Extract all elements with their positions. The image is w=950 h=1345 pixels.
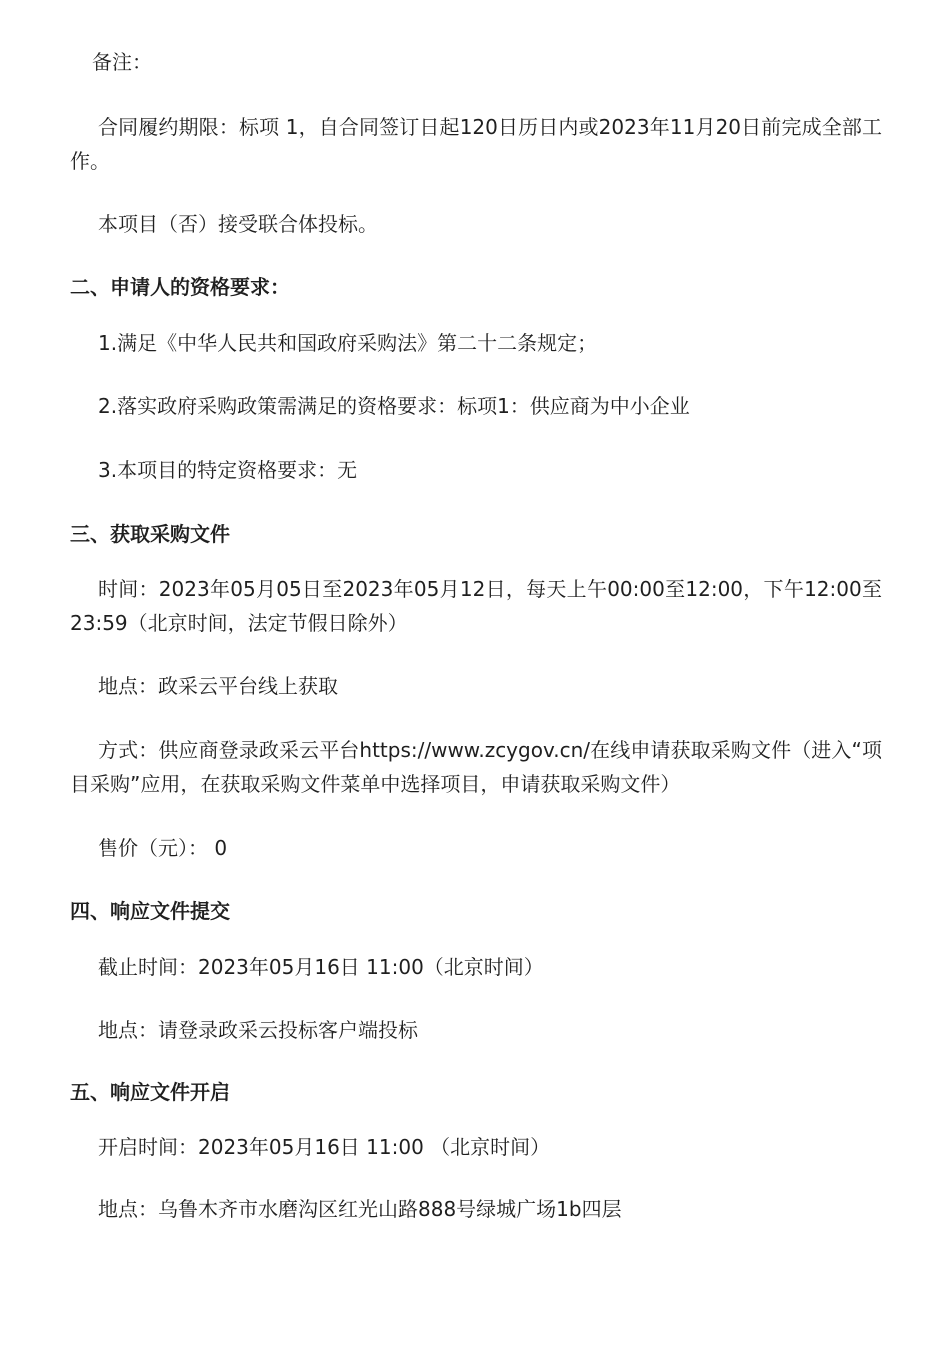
section-2-heading: 二、申请人的资格要求： (70, 275, 290, 299)
opening-time-text: 开启时间：2023年05月16日 11:00 （北京时间） (98, 1135, 551, 1159)
section-5-heading: 五、响应文件开启 (70, 1080, 230, 1104)
submission-location-text: 地点：请登录政采云投标客户端投标 (98, 1018, 418, 1042)
contract-period-text: 合同履约期限：标项 1，自合同签订日起120日历日内或2023年11月20日前完成全部工作。 (70, 115, 882, 173)
section-4-heading: 四、响应文件提交 (70, 899, 230, 923)
qualification-item-1: 1.满足《中华人民共和国政府采购法》第二十二条规定； (98, 331, 598, 355)
document-price-text: 售价（元）： 0 (98, 836, 228, 860)
submission-deadline-text: 截止时间：2023年05月16日 11:00（北京时间） (98, 955, 544, 979)
qualification-item-2: 2.落实政府采购政策需满足的资格要求：标项1：供应商为中小企业 (98, 394, 690, 418)
acquisition-method-text: 方式：供应商登录政采云平台https://www.zcygov.cn/在线申请获取采购文件（进入“项目采购”应用，在获取采购文件菜单中选择项目，申请获取采购文件） (70, 738, 882, 796)
acquisition-time-text: 时间：2023年05月05日至2023年05月12日，每天上午00:00至12:00，下午12:00至23:59（北京时间，法定节假日除外） (70, 577, 882, 635)
qualification-item-3: 3.本项目的特定资格要求：无 (98, 458, 358, 482)
remark-label: 备注： (92, 50, 152, 74)
opening-location-text: 地点：乌鲁木齐市水磨沟区红光山路888号绿城广场1b四层 (98, 1197, 622, 1221)
consortium-text: 本项目（否）接受联合体投标。 (98, 212, 378, 236)
acquisition-location-text: 地点：政采云平台线上获取 (98, 674, 338, 698)
section-3-heading: 三、获取采购文件 (70, 522, 230, 546)
